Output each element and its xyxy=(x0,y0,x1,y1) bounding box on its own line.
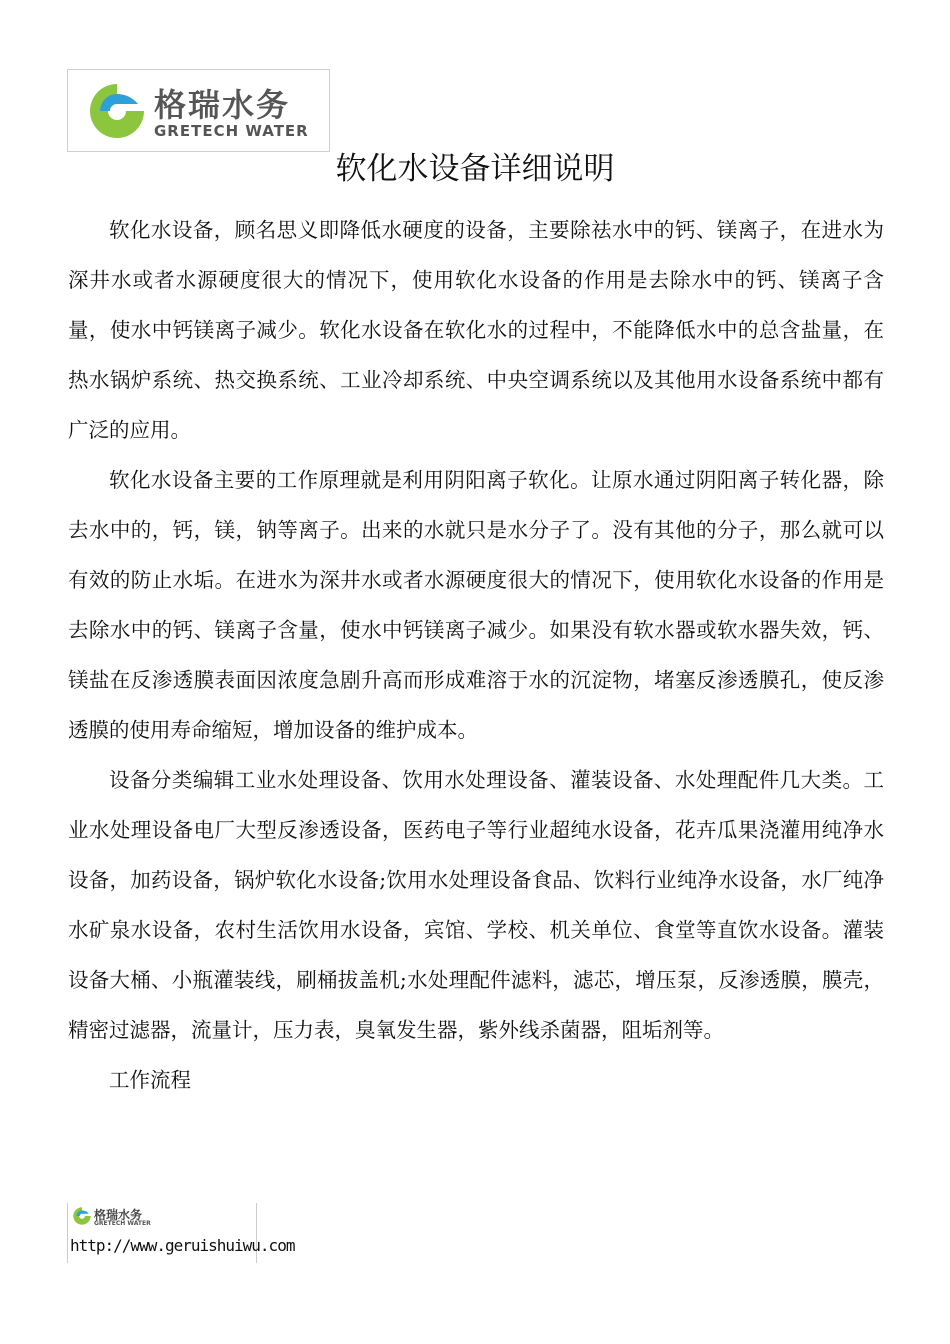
footer-url-link[interactable]: http://www.geruishuiwu.com xyxy=(70,1236,295,1255)
paragraph-classification: 设备分类编辑工业水处理设备、饮用水处理设备、灌装设备、水处理配件几大类。工业水处理设备电厂大型反渗透设备，医药电子等行业超纯水设备，花卉瓜果浇灌用纯净水设备，加药设备，锅炉软化水设备;饮用水处理设备食品、饮料行业纯净水设备，水厂纯净水矿泉水设备，农村生活饮用水设备，宾馆、学校、机关单位、食堂等直饮水设备。灌装设备大桶、小瓶灌装线，刷桶拔盖机;水处理配件滤料，滤芯，增压泵，反渗透膜，膜壳，精密过滤器，流量计，压力表，臭氧发生器，紫外线杀菌器，阻垢剂等。 xyxy=(68,768,884,1042)
header-logo xyxy=(67,69,330,152)
logo-name-en: GRETECH WATER xyxy=(154,122,309,140)
document-body xyxy=(68,205,884,1105)
gretech-logo-icon xyxy=(86,80,148,142)
footer-logo xyxy=(67,1203,295,1263)
paragraph-intro: 软化水设备，顾名思义即降低水硬度的设备，主要除祛水中的钙、镁离子，在进水为深井水或者水源硬度很大的情况下，使用软化水设备的作用是去除水中的钙、镁离子含量，使水中钙镁离子减少。软化水设备在软化水的过程中，不能降低水中的总含盐量，在热水锅炉系统、热交换系统、工业冷却系统、中央空调系统以及其他用水设备系统中都有广泛的应用。 xyxy=(68,218,884,442)
gretech-logo-small-icon xyxy=(72,1206,92,1226)
logo-name-cn: 格瑞水务 xyxy=(154,86,291,124)
footer-name-cn: 格瑞水务 xyxy=(94,1208,143,1222)
paragraph-workflow-heading: 工作流程 xyxy=(109,1068,191,1092)
footer-name-en: GRETECH WATER xyxy=(94,1220,151,1227)
document-title: 软化水设备详细说明 xyxy=(335,151,615,187)
paragraph-principle: 软化水设备主要的工作原理就是利用阴阳离子软化。让原水通过阴阳离子转化器，除去水中的，钙，镁，钠等离子。出来的水就只是水分子了。没有其他的分子，那么就可以有效的防止水垢。在进水为深井水或者水源硬度很大的情况下，使用软化水设备的作用是去除水中的钙、镁离子含量，使水中钙镁离子减少。如果没有软水器或软水器失效，钙、镁盐在反渗透膜表面因浓度急剧升高而形成难溶于水的沉淀物，堵塞反渗透膜孔，使反渗透膜的使用寿命缩短，增加设备的维护成本。 xyxy=(68,468,884,742)
